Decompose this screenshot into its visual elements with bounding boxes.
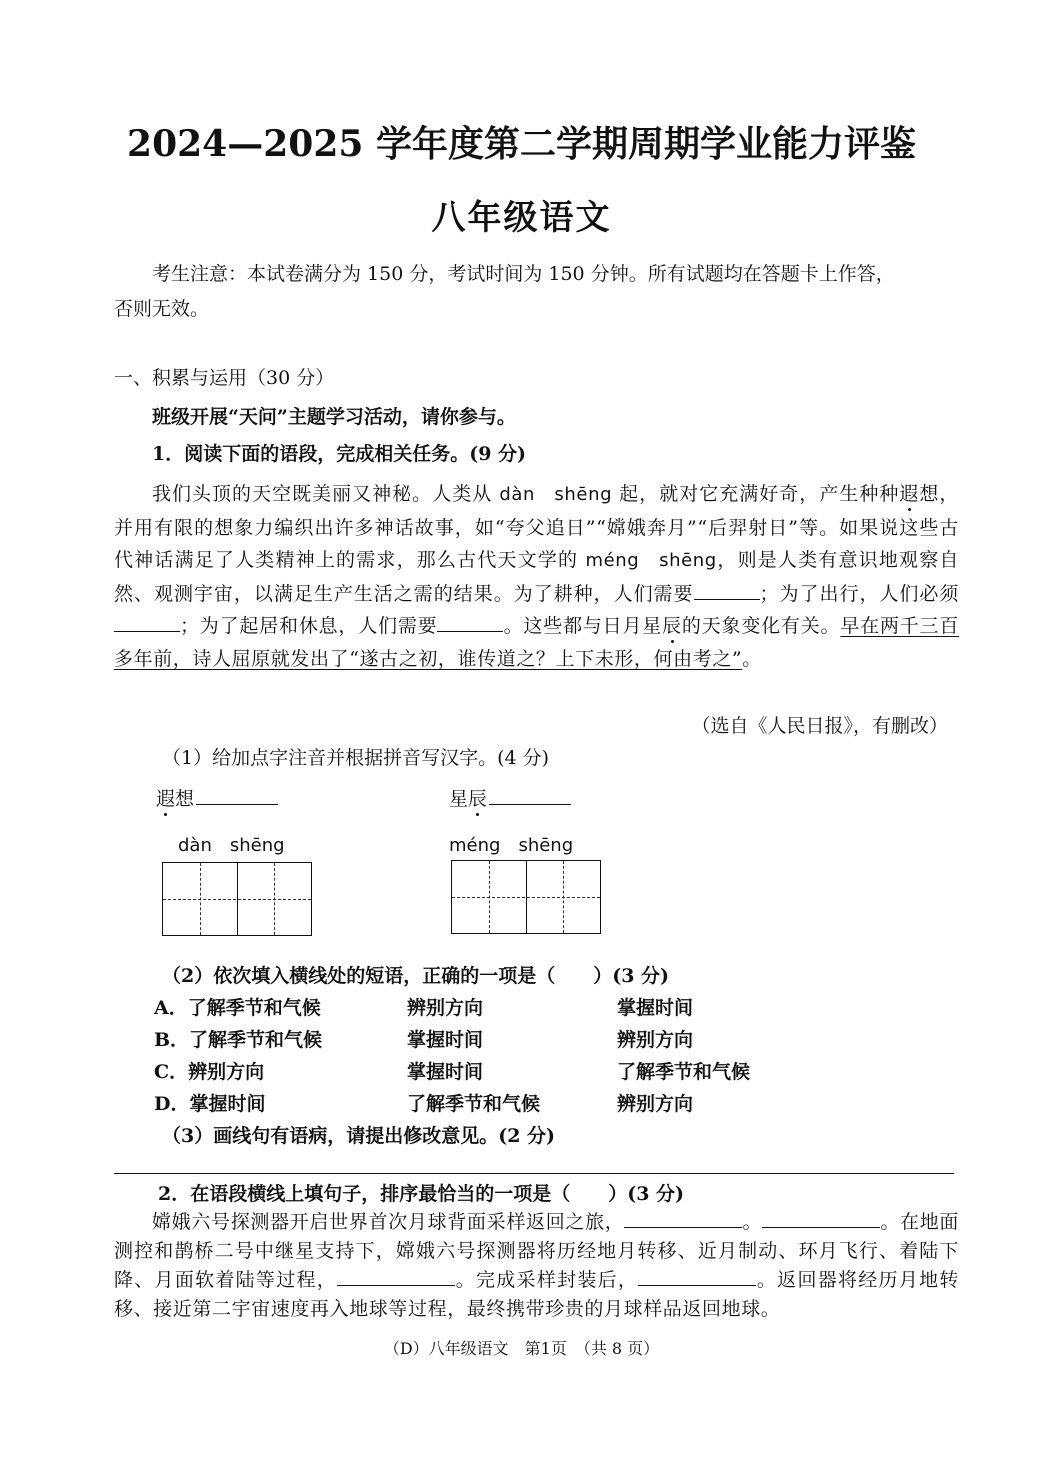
question-2-title: 2．在语段横线上填句子，排序最恰当的一项是（ ）(3 分) <box>158 1183 685 1205</box>
q1-3-prompt: （3）画线句有语病，请提出修改意见。(2 分) <box>162 1125 556 1147</box>
pinyin-danshen: dàn shēng <box>499 484 613 505</box>
dotted-char-chen: 辰 <box>662 615 682 637</box>
option-a-3: 掌握时间 <box>617 997 694 1019</box>
writing-grid-1 <box>162 862 312 936</box>
option-b-2: 掌握时间 <box>407 1029 484 1051</box>
question-2-passage: 嫦娥六号探测器开启世界首次月球背面采样返回之旅， 。 。在地面测控和鹊桥二号中继星支持下，嫦娥六号探测器将历经地月转移、近月制动、环月飞行、着陆下降、月面软着陆等过程， 。完成采样封装后， 。返回器将经历月地转移、接近第二宇宙速度再入地球等过程，最终携带珍贵的月球样品返回地球。 <box>114 1211 959 1320</box>
option-c-3: 了解季节和气候 <box>617 1061 751 1083</box>
question-1-title: 1．阅读下面的语段，完成相关任务。(9 分) <box>152 443 527 465</box>
page-footer: （D）八年级语文 第1页 （共 8 页） <box>383 1339 660 1358</box>
option-d-2: 了解季节和气候 <box>407 1093 541 1115</box>
section-heading: 一、积累与运用（30 分） <box>114 367 335 389</box>
option-c-2: 掌握时间 <box>407 1061 484 1083</box>
reading-passage: 我们头顶的天空既美丽又神秘。人类从 dàn shēng 起，就对它充满好奇，产生种种遐想，并用有限的想象力编织出许多神话故事，如“夸父追日”“嫦娥奔月”“后羿射日”等。如果说这些古代神话满足了人类精神上的需求，那么古代天文学的 méng shēng，则是人类有意识地观察自然、观测宇宙，以满足生产生活之需的结果。为了耕种，人们需要 ；为了出行，人们必须；为了起居和休息，人们需要 。这些都与日月星辰的天象变化有关。早在两千三百多年前，诗人屈原就发出了“遂古之初，谁传道之？上下未形，何由考之”。 <box>114 483 960 670</box>
underlined-sentence: 早在两千三百多年前，诗人屈原就发出了“遂古之初，谁传道之？上下未形，何由考之” <box>114 615 959 670</box>
activity-intro: 班级开展“天问”主题学习活动，请你参与。 <box>152 406 516 428</box>
option-c-1: C．辨别方向 <box>154 1061 265 1083</box>
passage-source: （选自《人民日报》，有删改） <box>691 715 948 737</box>
exam-title: 2024—2025 学年度第二学期周期学业能力评鉴 <box>127 123 916 165</box>
option-d-3: 辨别方向 <box>617 1093 694 1115</box>
exam-subject: 八年级语文 <box>431 198 612 238</box>
q2-blank-1 <box>624 1209 742 1228</box>
option-b-3: 辨别方向 <box>617 1029 694 1051</box>
dotted-char-xia: 遐 <box>899 483 920 505</box>
q2-blank-2 <box>762 1209 880 1228</box>
option-a-2: 辨别方向 <box>407 997 484 1019</box>
notice-line-1: 考生注意：本试卷满分为 150 分，考试时间为 150 分钟。所有试题均在答题卡上作答， <box>152 263 895 285</box>
pinyin-mengsheng: méng shēng <box>585 550 717 571</box>
passage-blank-2 <box>114 613 180 632</box>
option-b-1: B．了解季节和气候 <box>154 1029 323 1051</box>
option-d-1: D．掌握时间 <box>154 1093 266 1115</box>
passage-blank-1 <box>694 581 760 600</box>
q2-blank-4 <box>638 1267 756 1286</box>
notice-line-2: 否则无效。 <box>114 298 210 320</box>
writing-grid-2 <box>451 860 601 934</box>
q2-blank-3 <box>337 1267 455 1286</box>
pinyin-label-1: dàn shēng <box>178 835 285 856</box>
option-a-1: A．了解季节和气候 <box>154 997 321 1019</box>
q1-1-prompt: （1）给加点字注音并根据拼音写汉字。(4 分) <box>162 747 550 769</box>
answer-blank-chen <box>489 786 571 805</box>
answer-blank-xia <box>196 786 278 805</box>
word-xiaxiang: 遐想 <box>156 786 278 811</box>
passage-blank-3 <box>437 613 503 632</box>
pinyin-label-2: méng shēng <box>449 835 574 856</box>
answer-divider-line <box>114 1173 954 1174</box>
q1-2-prompt: （2）依次填入横线处的短语，正确的一项是（ ）(3 分) <box>162 965 670 987</box>
word-xingchen: 星辰 <box>449 786 571 811</box>
